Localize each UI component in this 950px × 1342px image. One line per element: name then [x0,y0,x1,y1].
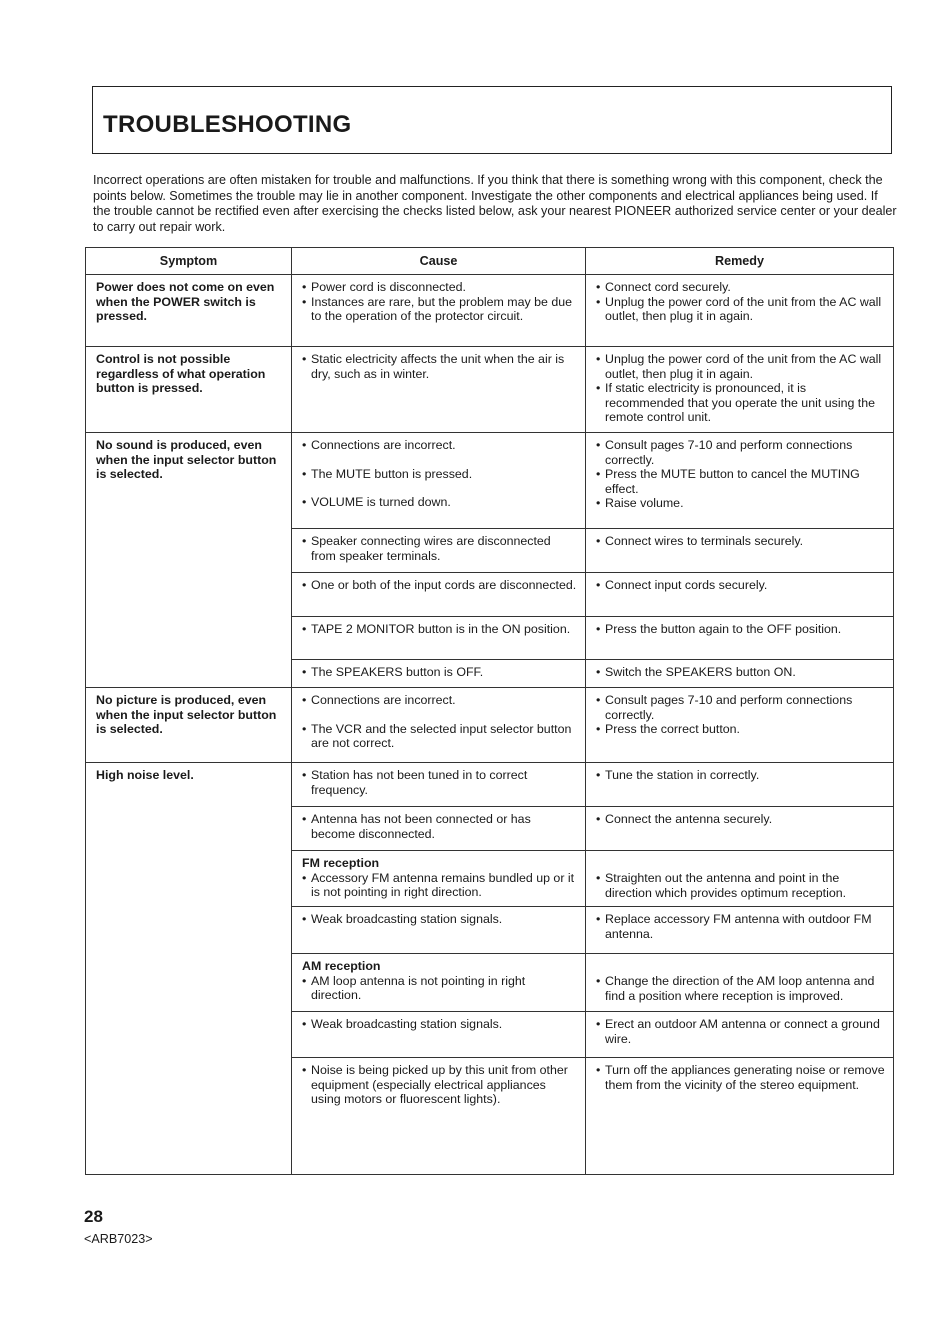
remedy-cell: • Connect cord securely. • Unplug the power cord of the unit from the AC wall outlet, then plug it in again. [586,275,894,347]
intro-paragraph: Incorrect operations are often mistaken for trouble and malfunctions. If you think that there is something wrong with this component, check the points below. Sometimes the trouble may lie in another component. Investigate the other components and electrical appliances being used. If the trouble cannot be rectified even after exercising the checks listed below, ask your nearest PIONEER authorized service center or your dealer to carry out repair work. [93,173,897,234]
cause-header: Cause [292,248,586,275]
remedy-cell: • Erect an outdoor AM antenna or connect a ground wire. [586,1012,894,1058]
page-title: TROUBLESHOOTING [103,111,352,138]
symptom-cell: No sound is produced, even when the input selector button is selected. [86,433,292,688]
cause-cell: • Speaker connecting wires are disconnected from speaker terminals. [292,529,586,573]
cause-cell: • Power cord is disconnected. • Instances are rare, but the problem may be due to the operation of the protector circuit. [292,275,586,347]
cause-cell: FM reception • Accessory FM antenna remains bundled up or it is not pointing in right direction. [292,851,586,907]
remedy-cell: • Consult pages 7-10 and perform connections correctly. • Press the correct button. [586,688,894,763]
symptom-cell: Control is not possible regardless of what operation button is pressed. [86,347,292,433]
cause-text: Static electricity affects the unit when the air is dry, such as in winter. [311,352,565,381]
remedy-cell: • Change the direction of the AM loop antenna and find a position where reception is improved. [586,954,894,1012]
cause-text: Station has not been tuned in to correct frequency. [311,768,528,797]
table-row [86,433,894,529]
remedy-text: Tune the station in correctly. [605,768,760,782]
cause-text: The SPEAKERS button is OFF. [311,665,484,679]
remedy-cell: • Press the button again to the OFF position. [586,617,894,660]
cause-cell: • One or both of the input cords are disconnected. [292,573,586,617]
table-header-row [86,248,894,275]
remedy-cell: • Connect the antenna securely. [586,807,894,851]
cause-text: Accessory FM antenna remains bundled up or it is not pointing in right direction. [311,870,575,899]
troubleshooting-table [85,247,894,1175]
cause-text: The MUTE button is pressed. [311,466,473,481]
cause-text: AM loop antenna is not pointing in right direction. [311,973,526,1002]
fm-reception-heading: FM reception [302,856,380,870]
remedy-text: Press the correct button. [605,722,740,736]
cause-text: TAPE 2 MONITOR button is in the ON position. [311,622,571,636]
remedy-cell: • Connect wires to terminals securely. [586,529,894,573]
remedy-header: Remedy [586,248,894,275]
remedy-text: Press the button again to the OFF position. [605,622,842,636]
cause-cell: • Weak broadcasting station signals. [292,1012,586,1058]
cause-cell: • Station has not been tuned in to correct frequency. [292,763,586,807]
cause-cell: • TAPE 2 MONITOR button is in the ON position. [292,617,586,660]
remedy-cell: • Replace accessory FM antenna with outdoor FM antenna. [586,907,894,954]
table-row [86,763,894,807]
cause-cell: • Noise is being picked up by this unit from other equipment (especially electrical appliances using motors or fluorescent lights). [292,1058,586,1175]
cause-text: The VCR and the selected input selector button are not correct. [311,721,572,750]
remedy-text: Unplug the power cord of the unit from the AC wall outlet, then plug it in again. [605,352,882,381]
cause-text: Connections are incorrect. [311,693,456,707]
remedy-text: Press the MUTE button to cancel the MUTING effect. [605,467,860,496]
remedy-text: If static electricity is pronounced, it is recommended that you operate the unit using the remote control unit. [605,381,876,424]
page-number: 28 [84,1207,103,1226]
symptom-cell: No picture is produced, even when the input selector button is selected. [86,688,292,763]
remedy-text: Switch the SPEAKERS button ON. [605,665,796,679]
symptom-cell: High noise level. [86,763,292,1175]
cause-text: Antenna has not been connected or has become disconnected. [311,812,531,841]
remedy-text: Connect the antenna securely. [605,812,773,826]
remedy-cell: • Tune the station in correctly. [586,763,894,807]
cause-text: Connections are incorrect. [311,438,456,452]
remedy-text: Turn off the appliances generating noise or remove them from the vicinity of the stereo equipment. [605,1063,885,1092]
remedy-text: Connect input cords securely. [605,578,768,592]
cause-cell: • Connections are incorrect. • The VCR and the selected input selector button are not correct. [292,688,586,763]
table-row [86,347,894,433]
title-box [92,86,892,154]
am-reception-heading: AM reception [302,959,381,973]
cause-cell: • The SPEAKERS button is OFF. [292,660,586,688]
remedy-text: Replace accessory FM antenna with outdoor FM antenna. [605,912,872,941]
remedy-cell: • Switch the SPEAKERS button ON. [586,660,894,688]
remedy-cell: • Consult pages 7-10 and perform connections correctly. • Press the MUTE button to cancel the MUTING effect. • Raise volume. [586,433,894,529]
remedy-text: Connect wires to terminals securely. [605,534,804,548]
remedy-text: Consult pages 7-10 and perform connections correctly. [605,693,853,722]
cause-text: Speaker connecting wires are disconnected from speaker terminals. [311,534,551,563]
symptom-cell: Power does not come on even when the POWER switch is pressed. [86,275,292,347]
cause-text: VOLUME is turned down. [311,495,451,509]
cause-text: Instances are rare, but the problem may be due to the operation of the protector circuit. [311,294,573,323]
remedy-text: Consult pages 7-10 and perform connections correctly. [605,438,853,467]
remedy-text: Raise volume. [605,496,684,510]
cause-cell: • Connections are incorrect. • The MUTE button is pressed. • VOLUME is turned down. [292,433,586,529]
cause-text: Noise is being picked up by this unit from other equipment (especially electrical appliances using motors or fluorescent lights). [311,1063,568,1106]
symptom-header: Symptom [86,248,292,275]
cause-text: One or both of the input cords are disconnected. [311,578,577,592]
cause-cell: • Weak broadcasting station signals. [292,907,586,954]
remedy-cell: • Connect input cords securely. [586,573,894,617]
remedy-cell: • Turn off the appliances generating noise or remove them from the vicinity of the stereo equipment. [586,1058,894,1175]
table-row [86,275,894,347]
remedy-text: Connect cord securely. [605,280,731,294]
cause-cell: • Antenna has not been connected or has become disconnected. [292,807,586,851]
remedy-text: Unplug the power cord of the unit from the AC wall outlet, then plug it in again. [605,294,882,323]
remedy-cell: • Unplug the power cord of the unit from the AC wall outlet, then plug it in again. • If static electricity is pronounced, it is recommended that you operate the unit using the remote control unit. [586,347,894,433]
cause-text: Weak broadcasting station signals. [311,912,503,926]
document-code: <ARB7023> [84,1232,153,1246]
remedy-text: Change the direction of the AM loop antenna and find a position where reception is improved. [605,974,875,1003]
remedy-cell: • Straighten out the antenna and point in the direction which provides optimum reception. [586,851,894,907]
cause-cell: • Static electricity affects the unit when the air is dry, such as in winter. [292,347,586,433]
cause-text: Power cord is disconnected. [311,280,466,294]
cause-cell: AM reception • AM loop antenna is not pointing in right direction. [292,954,586,1012]
remedy-text: Erect an outdoor AM antenna or connect a ground wire. [605,1017,880,1046]
table-row [86,688,894,763]
remedy-text: Straighten out the antenna and point in the direction which provides optimum reception. [605,871,847,900]
cause-text: Weak broadcasting station signals. [311,1017,503,1031]
